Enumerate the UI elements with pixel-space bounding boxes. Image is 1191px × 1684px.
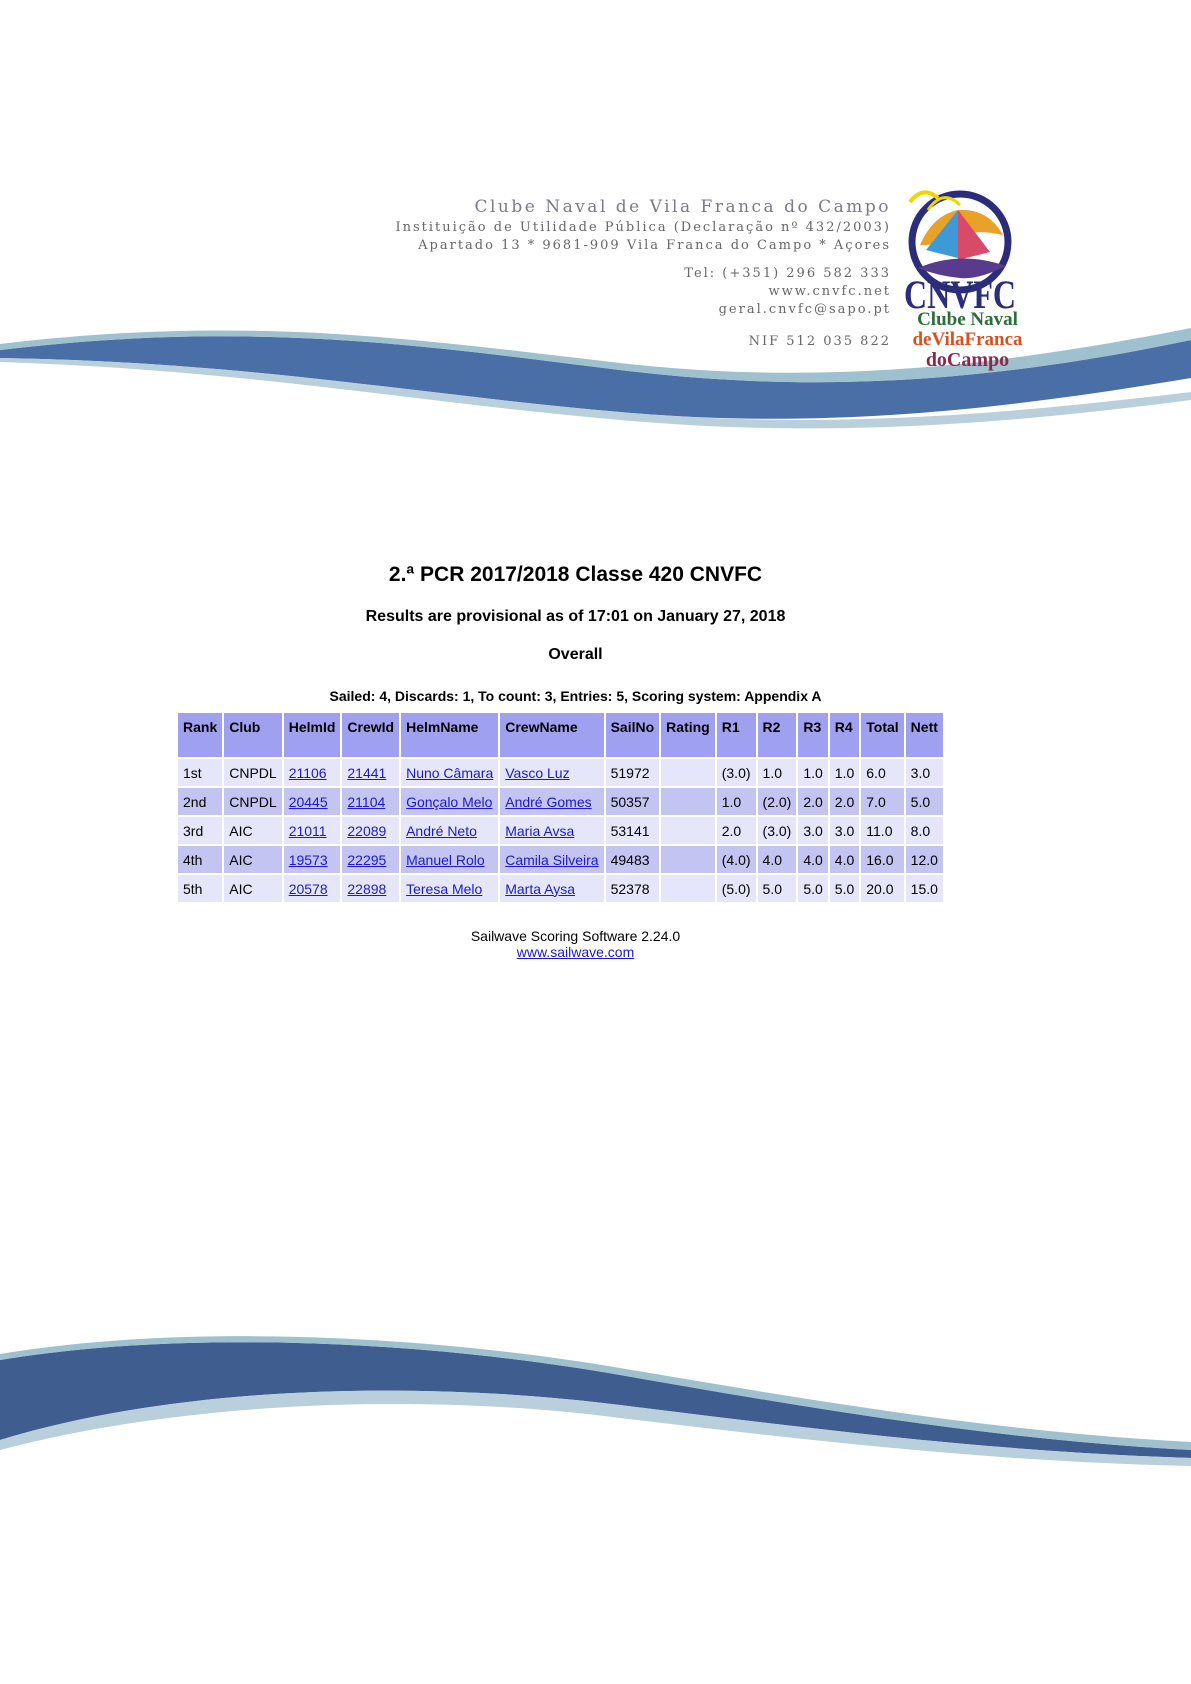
col-club: Club [224, 713, 281, 757]
cell-r3: 2.0 [798, 788, 827, 815]
cell-r2: 1.0 [758, 759, 797, 786]
col-crewname: CrewName [500, 713, 603, 757]
club-institution: Instituição de Utilidade Pública (Declaração nº 432/2003) [395, 220, 891, 235]
logo-wordmark [905, 310, 1030, 370]
helmid-link[interactable]: 21011 [288, 822, 327, 839]
helmname-link[interactable]: Manuel Rolo [406, 851, 485, 868]
cell-nett: 8.0 [906, 817, 943, 844]
cell-r1: 2.0 [717, 817, 756, 844]
cell-rating [661, 875, 715, 902]
cell-total: 7.0 [861, 788, 903, 815]
cell-r2: 5.0 [758, 875, 797, 902]
helmname-link[interactable]: André Neto [406, 822, 477, 839]
cell-r1: (4.0) [717, 846, 756, 873]
cell-nett: 3.0 [906, 759, 943, 786]
cell-nett: 5.0 [906, 788, 943, 815]
logo-line1: Clube Naval [917, 309, 1018, 330]
helmname-link[interactable]: Nuno Câmara [406, 764, 494, 781]
table-row [178, 759, 943, 786]
cell-r1: 1.0 [717, 788, 756, 815]
cell-club: AIC [224, 875, 281, 902]
cell-club: AIC [224, 817, 281, 844]
col-total: Total [861, 713, 903, 757]
col-helmname: HelmName [401, 713, 498, 757]
crewname-link[interactable]: Vasco Luz [505, 764, 570, 781]
page-title: 2.ª PCR 2017/2018 Classe 420 CNVFC [388, 563, 763, 586]
crewid-link[interactable]: 21104 [347, 793, 386, 810]
club-phone: Tel: (+351) 296 582 333 [684, 266, 891, 281]
cell-r4: 2.0 [830, 788, 859, 815]
table-row [178, 788, 943, 815]
col-nett: Nett [906, 713, 943, 757]
table-header-row [178, 713, 943, 757]
crewname-link[interactable]: Marta Aysa [505, 880, 576, 897]
cell-sailno: 50357 [606, 788, 660, 815]
club-address: Apartado 13 * 9681-909 Vila Franca do Campo * Açores [418, 238, 891, 253]
crewid-link[interactable]: 22089 [347, 822, 387, 839]
sailwave-link[interactable]: www.sailwave.com [516, 944, 635, 960]
cell-r4: 1.0 [830, 759, 859, 786]
crewname-link[interactable]: André Gomes [505, 793, 592, 810]
col-r1: R1 [717, 713, 756, 757]
cell-r3: 5.0 [798, 875, 827, 902]
cell-sailno: 49483 [606, 846, 660, 873]
cell-r2: 4.0 [758, 846, 797, 873]
club-nif: NIF 512 035 822 [748, 334, 891, 349]
col-sailno: SailNo [606, 713, 660, 757]
helmname-link[interactable]: Gonçalo Melo [406, 793, 493, 810]
cell-r1: (3.0) [717, 759, 756, 786]
cell-rating [661, 846, 715, 873]
col-r4: R4 [830, 713, 859, 757]
cell-r4: 4.0 [830, 846, 859, 873]
cell-club: CNPDL [224, 788, 281, 815]
logo-line3: doCampo [925, 349, 1010, 371]
helmid-link[interactable]: 20578 [288, 880, 328, 897]
col-helmid: HelmId [284, 713, 341, 757]
cell-rating [661, 788, 715, 815]
club-website: www.cnvfc.net [768, 284, 891, 299]
cell-rank: 4th [178, 846, 222, 873]
cell-total: 11.0 [861, 817, 903, 844]
helmid-link[interactable]: 19573 [288, 851, 328, 868]
cell-total: 6.0 [861, 759, 903, 786]
cell-rank: 2nd [178, 788, 222, 815]
col-crewid: CrewId [342, 713, 399, 757]
cell-sailno: 53141 [606, 817, 660, 844]
crewid-link[interactable]: 21441 [347, 764, 387, 781]
cell-nett: 15.0 [906, 875, 943, 902]
footer [0, 928, 1151, 960]
table-row [178, 846, 943, 873]
logo-line2: deVilaFranca [912, 329, 1023, 350]
cell-club: AIC [224, 846, 281, 873]
helmid-link[interactable]: 20445 [288, 793, 328, 810]
cell-r2: (3.0) [758, 817, 797, 844]
cell-r4: 3.0 [830, 817, 859, 844]
crewid-link[interactable]: 22295 [347, 851, 387, 868]
cell-rating [661, 759, 715, 786]
crewname-link[interactable]: Maria Avsa [505, 822, 575, 839]
cell-sailno: 52378 [606, 875, 660, 902]
club-name: Clube Naval de Vila Franca do Campo [474, 197, 891, 217]
cell-r4: 5.0 [830, 875, 859, 902]
section-heading: Overall [548, 646, 603, 663]
letterhead [395, 197, 891, 351]
cell-club: CNPDL [224, 759, 281, 786]
results-status: Results are provisional as of 17:01 on January 27, 2018 [365, 608, 786, 625]
results-table [176, 711, 945, 904]
crewname-link[interactable]: Camila Silveira [505, 851, 599, 868]
cell-rank: 1st [178, 759, 222, 786]
cell-nett: 12.0 [906, 846, 943, 873]
col-r2: R2 [758, 713, 797, 757]
cell-rating [661, 817, 715, 844]
cell-rank: 5th [178, 875, 222, 902]
helmname-link[interactable]: Teresa Melo [406, 880, 483, 897]
cell-r1: (5.0) [717, 875, 756, 902]
cell-total: 20.0 [861, 875, 903, 902]
cell-r3: 1.0 [798, 759, 827, 786]
cell-rank: 3rd [178, 817, 222, 844]
helmid-link[interactable]: 21106 [288, 764, 327, 781]
footer-wave [0, 1330, 1191, 1490]
logo-acronym: CNVFC [904, 272, 1016, 317]
table-row [178, 875, 943, 902]
table-row [178, 817, 943, 844]
cell-sailno: 51972 [606, 759, 660, 786]
cell-total: 16.0 [861, 846, 903, 873]
col-r3: R3 [798, 713, 827, 757]
crewid-link[interactable]: 22898 [347, 880, 387, 897]
club-email: geral.cnvfc@sapo.pt [718, 302, 891, 317]
col-rating: Rating [661, 713, 715, 757]
col-rank: Rank [178, 713, 222, 757]
cell-r2: (2.0) [758, 788, 797, 815]
cell-r3: 3.0 [798, 817, 827, 844]
cell-r3: 4.0 [798, 846, 827, 873]
software-credit: Sailwave Scoring Software 2.24.0 [470, 928, 681, 944]
scoring-summary: Sailed: 4, Discards: 1, To count: 3, Entries: 5, Scoring system: Appendix A [329, 688, 822, 704]
